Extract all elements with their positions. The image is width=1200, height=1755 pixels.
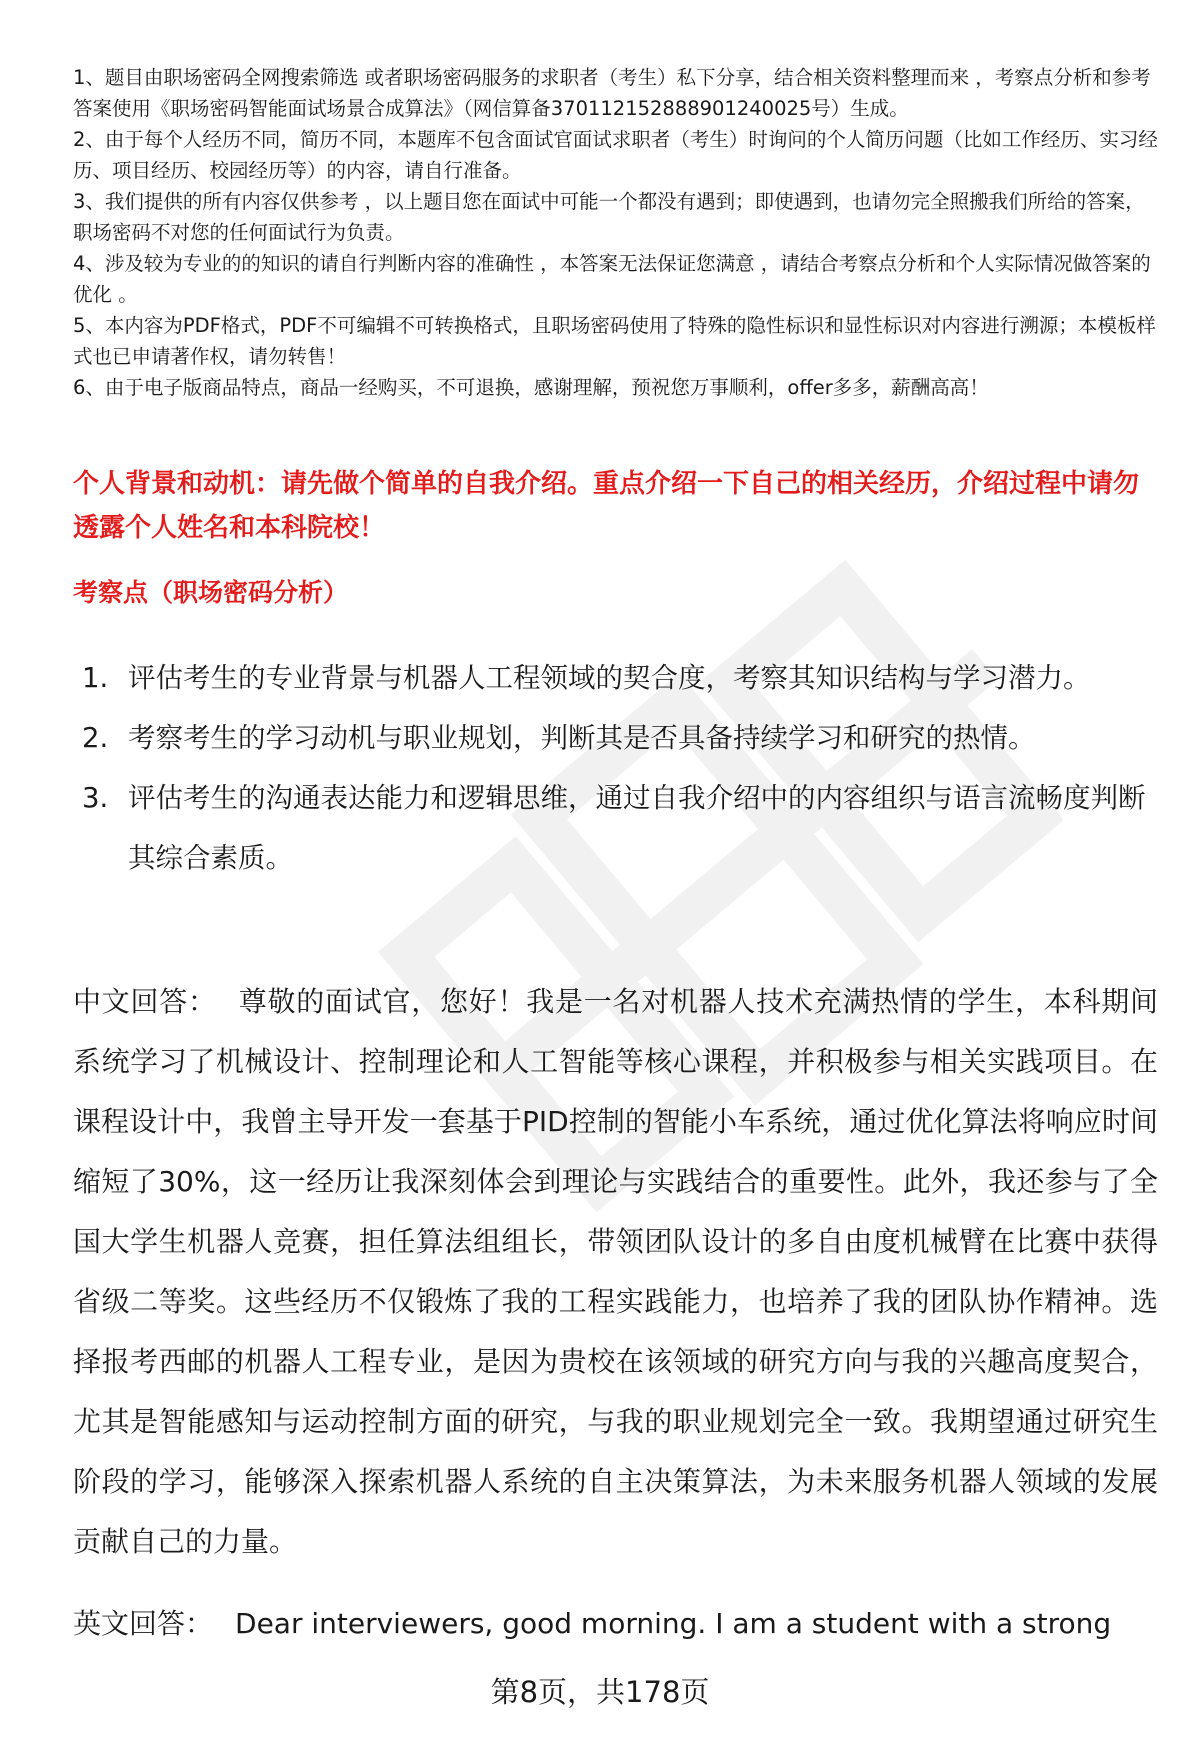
chinese-answer (73, 972, 1158, 1572)
disclaimer-item: 5、本内容为PDF格式，PDF不可编辑不可转换格式，且职场密码使用了特殊的隐性标识和显性标识对内容进行溯源；本模板样式也已申请著作权，请勿转售！ (73, 314, 1156, 368)
point-text: 评估考生的沟通表达能力和逻辑思维，通过自我介绍中的内容组织与语言流畅度判断其综合素质。 (128, 782, 1146, 874)
point-number: 1. (82, 662, 109, 694)
assessment-point (82, 768, 1152, 888)
chinese-answer-label: 中文回答： (73, 985, 217, 1018)
disclaimer-item: 6、由于电子版商品特点，商品一经购买，不可退换，感谢理解，预祝您万事顺利，offer多多，薪酬高高！ (73, 376, 989, 399)
english-answer-text: Dear interviewers, good morning. I am a student with a strong (235, 1607, 1112, 1640)
point-number: 3. (82, 782, 109, 814)
disclaimer-item: 3、我们提供的所有内容仅供参考 ，以上题目您在面试中可能一个都没有遇到；即使遇到，也请勿完全照搬我们所给的答案，职场密码不对您的任何面试行为负责。 (73, 190, 1145, 244)
assessment-point (82, 648, 1152, 708)
point-number: 2. (82, 722, 109, 754)
chinese-answer-text: 尊敬的面试官，您好！我是一名对机器人技术充满热情的学生，本科期间系统学习了机械设计、控制理论和人工智能等核心课程，并积极参与相关实践项目。在课程设计中，我曾主导开发一套基于PID控制的智能小车系统，通过优化算法将响应时间缩短了30%，这一经历让我深刻体会到理论与实践结合的重要性。此外，我还参与了全国大学生机器人竞赛，担任算法组组长，带领团队设计的多自由度机械臂在比赛中获得省级二等奖。这些经历不仅锻炼了我的工程实践能力，也培养了我的团队协作精神。选择报考西邮的机器人工程专业，是因为贵校在该领域的研究方向与我的兴趣高度契合，尤其是智能感知与运动控制方面的研究，与我的职业规划完全一致。我期望通过研究生阶段的学习，能够深入探索机器人系统的自主决策算法，为未来服务机器人领域的发展贡献自己的力量。 (73, 985, 1158, 1558)
english-answer-label: 英文回答： (73, 1607, 214, 1640)
disclaimer-item: 2、由于每个人经历不同，简历不同，本题库不包含面试官面试求职者（考生）时询问的个人简历问题（比如工作经历、实习经历、项目经历、校园经历等）的内容，请自行准备。 (73, 128, 1158, 182)
disclaimer-item: 1、题目由职场密码全网搜索筛选 或者职场密码服务的求职者（考生）私下分享，结合相关资料整理而来 ，考察点分析和参考答案使用《职场密码智能面试场景合成算法》（网信算备370112152888901240025号）生成。 (73, 66, 1151, 120)
disclaimer-list (73, 62, 1158, 403)
english-answer (73, 1594, 1158, 1654)
assessment-point (82, 708, 1152, 768)
point-text: 评估考生的专业背景与机器人工程领域的契合度，考察其知识结构与学习潜力。 (128, 662, 1091, 694)
interview-question: 个人背景和动机：请先做个简单的自我介绍。重点介绍一下自己的相关经历，介绍过程中请勿透露个人姓名和本科院校！ (73, 469, 1140, 543)
disclaimer-item: 4、涉及较为专业的的知识的请自行判断内容的准确性 ，本答案无法保证您满意 ，请结合考察点分析和个人实际情况做答案的优化 。 (73, 252, 1151, 306)
page-number: 第8页，共178页 (490, 1675, 710, 1709)
assessment-points-title: 考察点（职场密码分析） (73, 578, 349, 607)
point-text: 考察考生的学习动机与职业规划，判断其是否具备持续学习和研究的热情。 (128, 722, 1036, 754)
assessment-points-list (82, 648, 1152, 888)
